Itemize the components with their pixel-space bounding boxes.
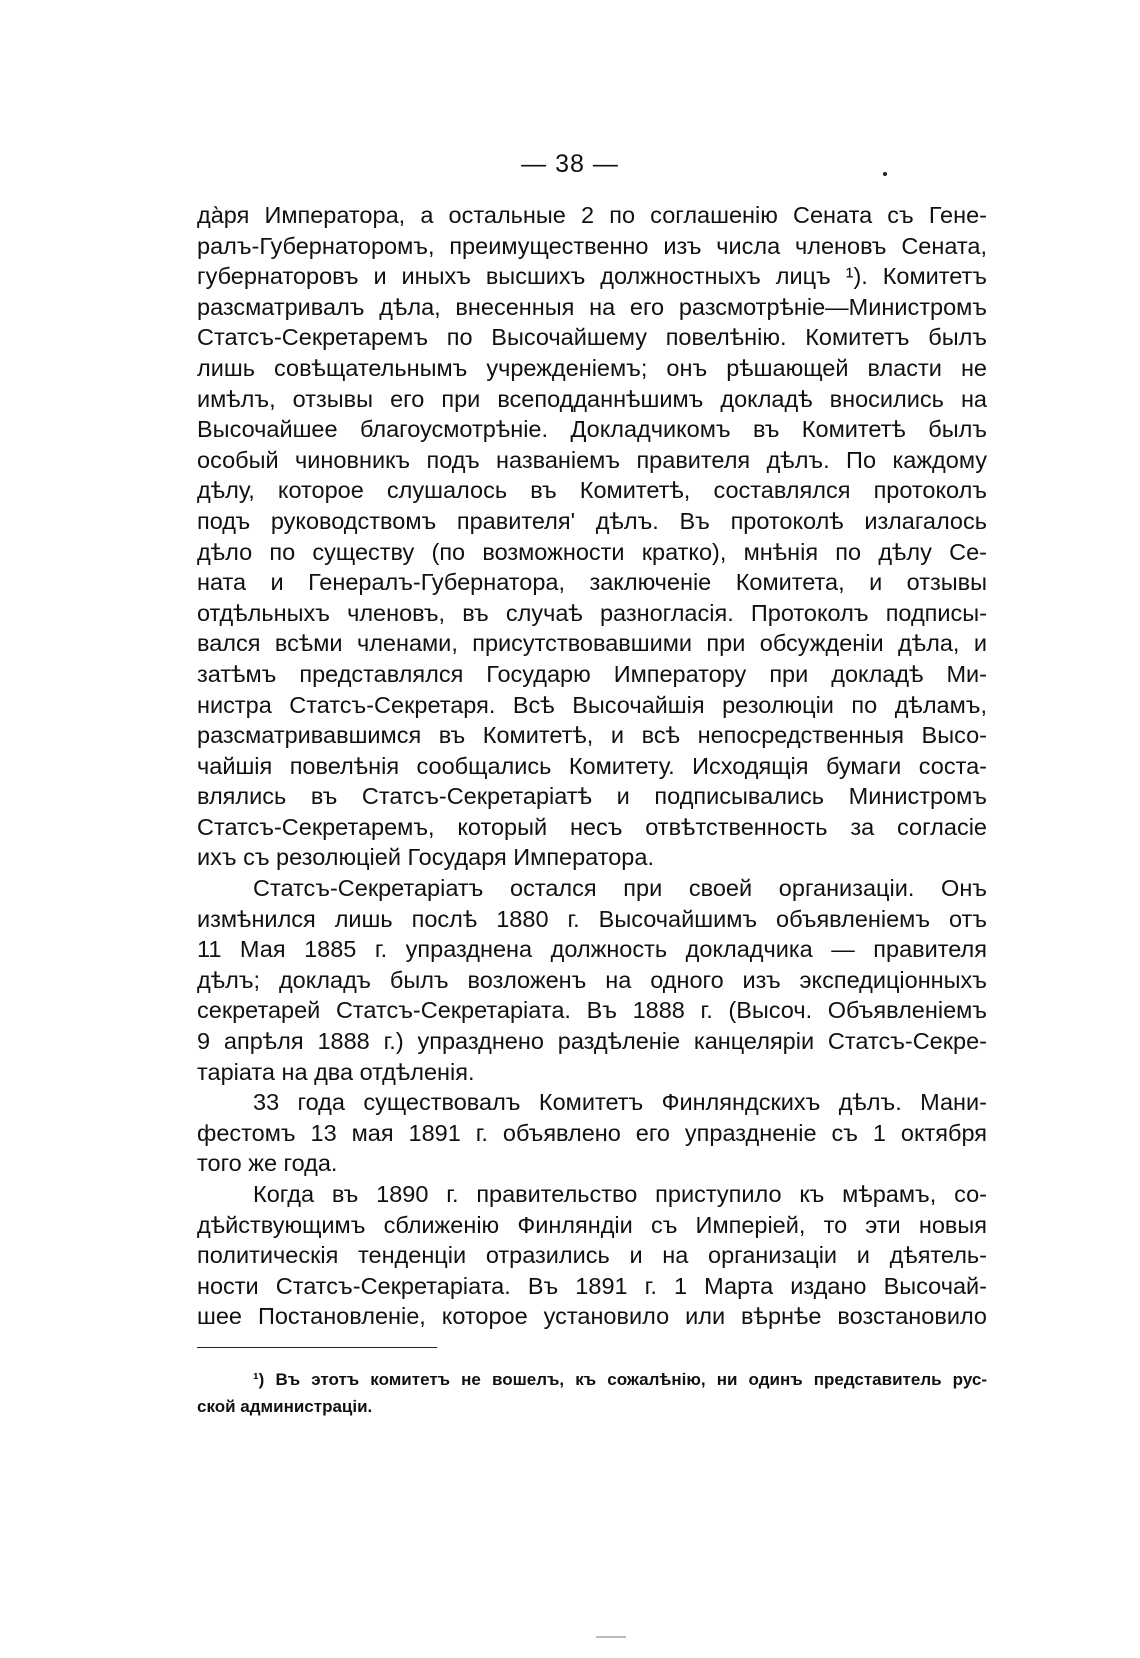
footnote-line: ской администраціи. [197, 1397, 373, 1416]
text-line: разсматривавшимся въ Комитетѣ, и всѣ непосредственныя Высо- [197, 722, 987, 749]
text-line: имѣлъ, отзывы его при всеподданнѣшимъ докладѣ вносились на [197, 385, 987, 412]
text-line: чайшія повелѣнія сообщались Комитету. Исходящія бумаги соста- [197, 752, 987, 779]
text-line: того же года. [197, 1150, 338, 1177]
text-line: Статсъ-Секретаремъ по Высочайшему повелѣнію. Комитетъ былъ [197, 324, 987, 351]
text-line: влялись въ Статсъ-Секретаріатѣ и подписывались Министромъ [197, 783, 987, 810]
text-line: дѣлъ; докладъ былъ возложенъ на одного изъ экспедиціонныхъ [197, 966, 987, 993]
text-line: дѣло по существу (по возможности кратко), мнѣнія по дѣлу Се- [197, 538, 987, 565]
ink-speck [883, 172, 887, 176]
text-line: измѣнился лишь послѣ 1880 г. Высочайшимъ объявленіемъ отъ [197, 905, 987, 932]
text-line: политическія тенденціи отразились и на организаціи и дѣятель- [197, 1242, 987, 1269]
text-line: затѣмъ представлялся Государю Императору при докладѣ Ми- [197, 660, 987, 687]
text-line: дѣлу, которое слушалось въ Комитетѣ, составлялся протоколъ [197, 477, 987, 504]
text-line: 11 Мая 1885 г. упразднена должность докладчика — правителя [197, 936, 987, 963]
text-line: 33 года существовалъ Комитетъ Финляндскихъ дѣлъ. Мани- [253, 1089, 987, 1116]
text-line: фестомъ 13 мая 1891 г. объявлено его упраздненіе съ 1 октября [197, 1119, 987, 1146]
text-line: дѣйствующимъ сближенію Финляндіи съ Имперіей, то эти новыя [197, 1211, 987, 1238]
text-line: особый чиновникъ подъ названіемъ правителя дѣлъ. По каждому [197, 446, 987, 473]
text-line: ихъ съ резолюціей Государя Императора. [197, 844, 654, 871]
text-line: вался всѣми членами, присутствовавшими при обсужденіи дѣла, и [197, 630, 987, 657]
text-line: секретарей Статсъ-Секретаріата. Въ 1888 г. (Высоч. Объявленіемъ [197, 997, 987, 1024]
main-text [197, 200, 987, 1332]
text-line: Когда въ 1890 г. правительство приступило къ мѣрамъ, со- [253, 1181, 987, 1207]
text-line: да̀ря Императора, а остальные 2 по соглашенію Сената съ Гене- [197, 202, 987, 228]
text-line: шее Постановленіе, которое установило или вѣрнѣе возстановило [197, 1303, 987, 1330]
page-number: — 38 — [521, 150, 619, 178]
paragraph-2 [197, 873, 987, 1087]
footnote-line: ¹) Въ этотъ комитетъ не вошелъ, къ сожалѣнію, ни одинъ представитель рус- [253, 1370, 987, 1389]
text-line: Высочайшее благоусмотрѣніе. Докладчикомъ въ Комитетѣ былъ [197, 416, 987, 443]
paragraph-3 [197, 1087, 987, 1179]
footnote-divider [197, 1347, 437, 1348]
text-line: ралъ-Губернаторомъ, преимущественно изъ числа членовъ Сената, [197, 232, 987, 259]
text-line: подъ руководствомъ правителя' дѣлъ. Въ протоколѣ излагалось [197, 507, 987, 534]
text-line: ната и Генералъ-Губернатора, заключеніе Комитета, и отзывы [197, 569, 987, 596]
text-line: 9 апрѣля 1888 г.) упразднено раздѣленіе канцеляріи Статсъ-Секре- [197, 1028, 987, 1055]
text-line: таріата на два отдѣленія. [197, 1058, 475, 1085]
scan-mark [596, 1636, 626, 1638]
text-line: нистра Статсъ-Секретаря. Всѣ Высочайшія резолюціи по дѣламъ, [197, 691, 987, 718]
paragraph-1 [197, 200, 987, 873]
footnote [197, 1366, 987, 1420]
text-line: отдѣльныхъ членовъ, въ случаѣ разногласія. Протоколъ подписы- [197, 599, 987, 626]
text-line: Статсъ-Секретаріатъ остался при своей организаціи. Онъ [253, 875, 987, 902]
text-line: губернаторовъ и иныхъ высшихъ должностныхъ лицъ ¹). Комитетъ [197, 263, 987, 290]
text-line: Статсъ-Секретаремъ, который несъ отвѣтственность за согласіе [197, 813, 987, 840]
text-line: разсматривалъ дѣла, внесенныя на его разсмотрѣніе—Министромъ [197, 293, 987, 320]
text-line: лишь совѣщательнымъ учрежденіемъ; онъ рѣшающей власти не [197, 354, 987, 381]
text-line: ности Статсъ-Секретаріата. Въ 1891 г. 1 Марта издано Высочай- [197, 1272, 987, 1299]
paragraph-4 [197, 1179, 987, 1332]
